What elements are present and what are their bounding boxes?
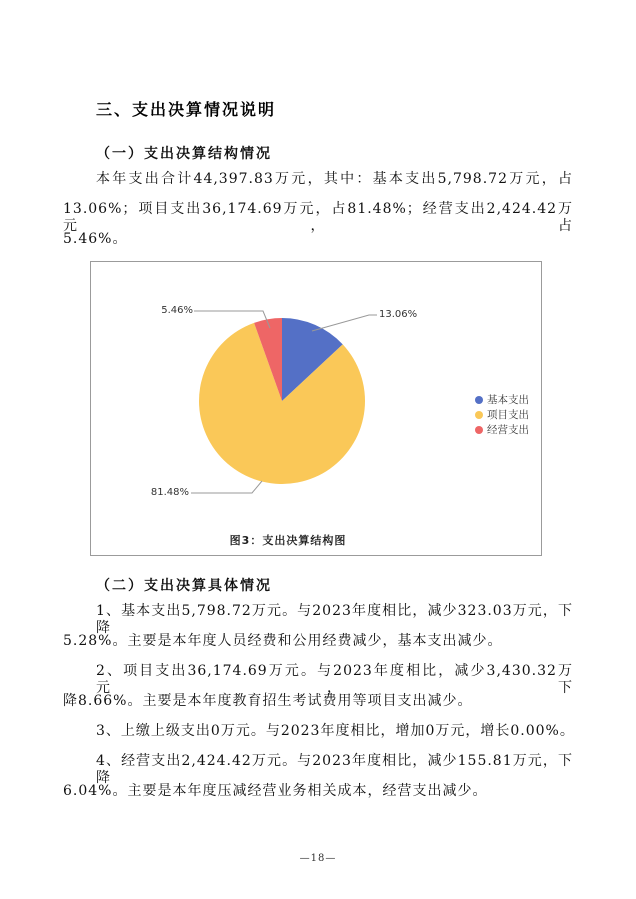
pie-chart-figure bbox=[90, 261, 542, 556]
legend-item-basic bbox=[475, 392, 529, 407]
legend-item-project bbox=[475, 407, 529, 422]
legend-dot-operating-icon bbox=[475, 426, 483, 434]
legend-item-operating bbox=[475, 422, 529, 437]
paragraph-line: 5.46%。 bbox=[63, 231, 128, 247]
legend-label: 项目支出 bbox=[487, 409, 529, 421]
paragraph-line: 本年支出合计44,397.83万元，其中：基本支出5,798.72万元，占 bbox=[96, 171, 573, 187]
subsection-1-heading: （一）支出决算结构情况 bbox=[96, 146, 272, 162]
paragraph-line: 降8.66%。主要是本年度教育招生考试费用等项目支出减少。 bbox=[63, 693, 473, 709]
legend-label: 经营支出 bbox=[487, 424, 529, 436]
chart-legend bbox=[475, 392, 529, 437]
paragraph-line: 5.28%。主要是本年度人员经费和公用经费减少，基本支出减少。 bbox=[63, 633, 503, 649]
legend-dot-basic-icon bbox=[475, 396, 483, 404]
legend-label: 基本支出 bbox=[487, 394, 529, 406]
paragraph-line: 6.04%。主要是本年度压减经营业务相关成本，经营支出减少。 bbox=[63, 783, 488, 799]
paragraph-line: 3、上缴上级支出0万元。与2023年度相比，增加0万元，增长0.00%。 bbox=[96, 723, 575, 739]
pie-label-basic: 13.06% bbox=[379, 309, 418, 320]
subsection-2-heading: （二）支出决算具体情况 bbox=[96, 578, 272, 594]
leader-line-basic bbox=[312, 315, 377, 331]
paragraph-line: 2、项目支出36,174.69万元。与2023年度相比，减少3,430.32万元，下 bbox=[96, 663, 573, 696]
page-number: —18— bbox=[299, 853, 337, 864]
paragraph-line: 13.06%；项目支出36,174.69万元，占81.48%；经营支出2,424.42万元，占 bbox=[63, 201, 573, 234]
pie-label-operating: 5.46% bbox=[161, 305, 193, 316]
section-title: 三、支出决算情况说明 bbox=[96, 100, 277, 119]
leader-line-project bbox=[191, 481, 262, 493]
paragraph-line: 1、基本支出5,798.72万元。与2023年度相比，减少323.03万元，下降 bbox=[96, 603, 573, 636]
pie-slices bbox=[199, 318, 365, 484]
legend-dot-project-icon bbox=[475, 411, 483, 419]
chart-caption: 图3：支出决算结构图 bbox=[229, 534, 347, 547]
paragraph-line: 4、经营支出2,424.42万元。与2023年度相比，减少155.81万元，下降 bbox=[96, 753, 573, 786]
pie-label-project: 81.48% bbox=[150, 487, 189, 498]
